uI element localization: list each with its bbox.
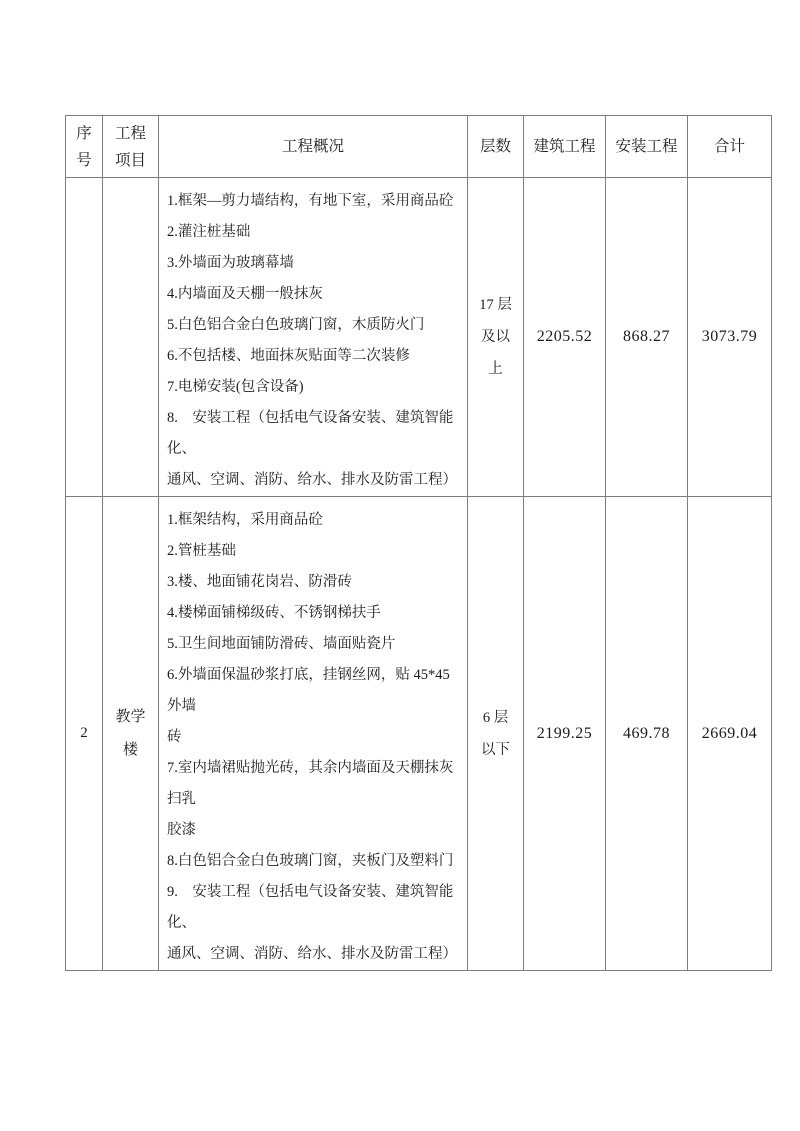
overview-line: 1.框架结构，采用商品砼 (167, 512, 323, 528)
overview-line: 1.框架—剪力墙结构，有地下室，采用商品砼 (167, 193, 454, 209)
project-cost-table (65, 115, 772, 971)
overview-line: 通风、空调、消防、给水、排水及防雷工程） (167, 472, 457, 488)
overview-line: 3.楼、地面铺花岗岩、防滑砖 (167, 574, 352, 590)
floors-line: 17 层 (479, 297, 512, 313)
overview-line: 8.白色铝合金白色玻璃门窗，夹板门及塑料门 (167, 853, 454, 869)
header-project-item-line: 工程 (114, 124, 146, 142)
overview-line: 4.内墙面及天棚一般抹灰 (167, 286, 323, 302)
floors-line: 以下 (481, 741, 510, 758)
project-item-cell (103, 497, 159, 971)
seq-cell (66, 178, 103, 497)
floors-cell (468, 497, 524, 971)
total-cell: 2669.04 (688, 497, 772, 971)
overview-line: 7.室内墙裙贴抛光砖，其余内墙面及天棚抹灰扫乳 (167, 760, 454, 807)
overview-line: 砖 (167, 729, 182, 745)
header-seq (66, 116, 103, 178)
header-floors: 层数 (468, 116, 524, 178)
header-total: 合计 (688, 116, 772, 178)
floors-line: 及以 (481, 329, 510, 345)
overview-line: 9. 安装工程（包括电气设备安装、建筑智能化、 (167, 884, 454, 931)
header-seq-line: 序 (76, 124, 92, 142)
construction-cost-cell: 2205.52 (524, 178, 606, 497)
overview-line: 2.管桩基础 (167, 543, 236, 559)
overview-line: 6.不包括楼、地面抹灰贴面等二次装修 (167, 348, 410, 364)
table-row (66, 178, 772, 497)
header-project-item (103, 116, 159, 178)
header-seq-line: 号 (76, 151, 92, 169)
project-item-cell (103, 178, 159, 497)
construction-cost-cell: 2199.25 (524, 497, 606, 971)
overview-line: 5.卫生间地面铺防滑砖、墙面贴瓷片 (167, 636, 396, 652)
overview-line: 通风、空调、消防、给水、排水及防雷工程） (167, 946, 457, 962)
floors-line: 6 层 (482, 709, 509, 726)
overview-cell (159, 178, 468, 497)
table-header-row (66, 116, 772, 178)
project-item-line: 教学 (115, 708, 146, 725)
installation-cost-cell: 868.27 (606, 178, 688, 497)
header-project-item-line: 项目 (114, 151, 146, 169)
floors-cell (468, 178, 524, 497)
total-cell: 3073.79 (688, 178, 772, 497)
overview-line: 3.外墙面为玻璃幕墙 (167, 255, 294, 271)
overview-line: 5.白色铝合金白色玻璃门窗，木质防火门 (167, 317, 425, 333)
floors-line: 上 (488, 361, 503, 377)
overview-line: 8. 安装工程（包括电气设备安装、建筑智能化、 (167, 410, 454, 457)
overview-line: 7.电梯安装(包含设备) (167, 379, 304, 395)
header-installation-cost: 安装工程 (606, 116, 688, 178)
overview-line: 6.外墙面保温砂浆打底，挂钢丝网，贴 45*45 外墙 (167, 667, 450, 714)
overview-line: 4.楼梯面铺梯级砖、不锈钢梯扶手 (167, 605, 381, 621)
installation-cost-cell: 469.78 (606, 497, 688, 971)
table-row (66, 497, 772, 971)
header-construction-cost: 建筑工程 (524, 116, 606, 178)
overview-cell (159, 497, 468, 971)
overview-line: 胶漆 (167, 822, 196, 838)
overview-line: 2.灌注桩基础 (167, 224, 251, 240)
header-overview: 工程概况 (159, 116, 468, 178)
seq-cell: 2 (66, 497, 103, 971)
project-item-line: 楼 (122, 741, 138, 758)
